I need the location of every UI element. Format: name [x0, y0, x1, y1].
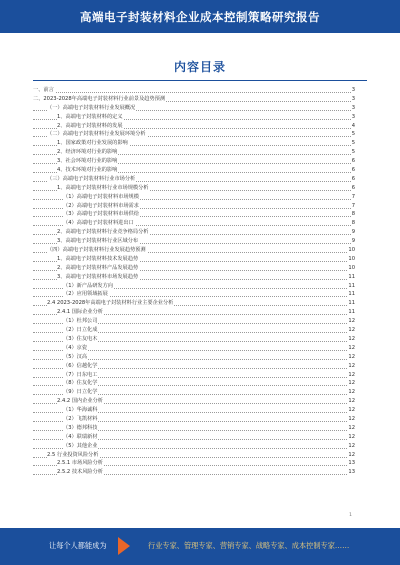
toc-entry-page: 6	[351, 167, 355, 174]
toc-entry-title: 1、国家政策对行业发展的影响	[57, 140, 128, 147]
toc-entry-page: 7	[351, 193, 355, 200]
toc-entry-title: （5）其他企业	[63, 442, 98, 449]
divider	[33, 80, 367, 81]
toc-entry-page: 10	[348, 247, 355, 254]
footer-slogan: 让每个人都能成为	[49, 541, 107, 550]
toc-entry[interactable]	[33, 122, 355, 131]
toc-entry-page: 12	[348, 433, 355, 440]
toc-entry[interactable]	[33, 228, 355, 237]
toc-entry-page: 6	[351, 184, 355, 191]
toc-entry[interactable]	[33, 326, 355, 335]
toc-entry-page: 3	[351, 113, 355, 120]
toc-entry-page: 6	[351, 158, 355, 165]
header-bar	[0, 0, 400, 33]
toc-entry-page: 12	[348, 353, 355, 360]
toc-entry-page: 11	[348, 282, 355, 289]
toc-entry-title: （四）高端电子封装材料行业发展趋势预测	[47, 247, 146, 254]
toc-entry-page: 11	[348, 273, 355, 280]
toc-entry-page: 12	[348, 380, 355, 387]
toc-entry-page: 12	[348, 362, 355, 369]
toc-entry-title: （2）高端电子封装材料市场需求	[63, 202, 139, 209]
toc-entry[interactable]	[33, 175, 355, 184]
toc-entry-title: 2、经济环境对行业的影响	[57, 149, 118, 156]
toc-entry-page: 5	[351, 131, 355, 138]
toc-entry-page: 4	[351, 122, 355, 129]
toc-entry-title: （1）杜邦公司	[63, 318, 98, 325]
toc-entry-page: 8	[351, 211, 355, 218]
toc-entry-title: （三）高端电子封装材料行业市场分析	[47, 175, 136, 182]
toc-entry[interactable]	[33, 246, 355, 255]
toc-heading: 内容目录	[173, 60, 226, 74]
toc-entry-title: 3、高端电子封装材料行业区域分布	[57, 238, 139, 245]
toc-entry-page: 12	[348, 344, 355, 351]
toc-entry[interactable]	[33, 451, 355, 460]
toc-entry[interactable]	[33, 95, 355, 104]
toc-entry-title: 1、高端电子封装材料行业市场规模分析	[57, 184, 149, 191]
toc-entry[interactable]	[33, 290, 355, 299]
toc-entry[interactable]	[33, 157, 355, 166]
toc-entry-title: 2、高端电子封装材料行业竞争格局分析	[57, 229, 149, 236]
toc-entry[interactable]	[33, 113, 355, 122]
toc-entry[interactable]	[33, 104, 355, 113]
toc-entry-title: （8）住友化学	[63, 380, 98, 387]
toc-entry-page: 5	[351, 140, 355, 147]
toc-entry-page: 10	[348, 264, 355, 271]
toc-entry[interactable]	[33, 344, 355, 353]
toc-entry[interactable]	[33, 237, 355, 246]
toc-entry-title: （4）高端电子封装材料进出口	[63, 220, 134, 227]
toc-entry-title: 2.4.1 国际企业分析	[57, 309, 103, 316]
toc-entry-page: 5	[351, 149, 355, 156]
toc-entry-page: 11	[348, 309, 355, 316]
toc-entry-title: （1）高端电子封装材料市场规模	[63, 193, 139, 200]
toc-entry-page: 13	[348, 469, 355, 476]
toc-entry-page: 12	[348, 407, 355, 414]
toc-entry-title: （4）联瑞新材	[63, 433, 98, 440]
toc-entry[interactable]	[33, 139, 355, 148]
toc-entry[interactable]	[33, 415, 355, 424]
toc-entry[interactable]	[33, 459, 355, 468]
toc-entry-page: 13	[348, 460, 355, 467]
toc-entry-title: （一）高端电子封装材料行业发展概况	[47, 104, 136, 111]
toc-entry-page: 7	[351, 202, 355, 209]
toc-entry-page: 12	[348, 415, 355, 422]
toc-entry-title: 3、社会环境对行业的影响	[57, 158, 118, 165]
toc-entry-page: 12	[348, 424, 355, 431]
toc-entry-title: 2.5 行业投资风险分析	[47, 451, 99, 458]
toc-entry-title: （3）住友电木	[63, 335, 98, 342]
toc-entry[interactable]	[33, 379, 355, 388]
toc-entry[interactable]	[33, 202, 355, 211]
toc-entry-page: 10	[348, 255, 355, 262]
table-of-contents	[33, 86, 355, 477]
toc-entry[interactable]	[33, 335, 355, 344]
toc-entry-page: 11	[348, 300, 355, 307]
toc-entry-page: 11	[348, 291, 355, 298]
toc-entry-title: 2.5.2 技术风险分析	[57, 469, 103, 476]
toc-entry-title: （5）汉高	[63, 353, 88, 360]
toc-entry-title: （6）信越化学	[63, 362, 98, 369]
toc-entry[interactable]	[33, 210, 355, 219]
toc-entry[interactable]	[33, 353, 355, 362]
footer-bar	[0, 528, 400, 565]
toc-entry-page: 12	[348, 398, 355, 405]
toc-entry[interactable]	[33, 388, 355, 397]
toc-entry[interactable]	[33, 468, 355, 477]
toc-entry-page: 12	[348, 327, 355, 334]
toc-entry[interactable]	[33, 166, 355, 175]
toc-entry-title: （9）日立化学	[63, 389, 98, 396]
toc-entry[interactable]	[33, 362, 355, 371]
page-marker: 1	[349, 513, 352, 518]
toc-entry-page: 3	[351, 95, 355, 102]
toc-entry-page: 9	[351, 229, 355, 236]
toc-entry[interactable]	[33, 184, 355, 193]
toc-entry[interactable]	[33, 308, 355, 317]
toc-entry[interactable]	[33, 148, 355, 157]
toc-entry-title: （2）日立化成	[63, 327, 98, 334]
toc-entry[interactable]	[33, 442, 355, 451]
toc-entry-page: 3	[351, 87, 355, 93]
toc-entry-title: 4、技术环境对行业的影响	[57, 167, 118, 174]
toc-entry-title: 一、前言	[33, 87, 54, 93]
toc-entry[interactable]	[33, 255, 355, 264]
toc-entry-title: （二）高端电子封装材料行业发展环境分析	[47, 131, 146, 138]
toc-entry-page: 12	[348, 442, 355, 449]
toc-entry-title: （2）飞凯材料	[63, 415, 98, 422]
toc-entry-title: 1、高端电子封装材料技术发展趋势	[57, 255, 139, 262]
toc-entry-page: 6	[351, 175, 355, 182]
toc-entry[interactable]	[33, 273, 355, 282]
toc-entry-title: （3）高端电子封装材料市场供给	[63, 211, 139, 218]
toc-entry-title: 2、高端电子封装材料的发展	[57, 122, 123, 129]
toc-entry[interactable]	[33, 397, 355, 406]
dot-leader	[33, 92, 351, 93]
toc-entry-page: 12	[348, 318, 355, 325]
toc-entry-page: 8	[351, 220, 355, 227]
toc-entry-page: 3	[351, 104, 355, 111]
toc-entry-page: 12	[348, 335, 355, 342]
toc-entry-title: （4）京瓷	[63, 344, 88, 351]
arrow-right-icon	[118, 537, 130, 555]
toc-entry[interactable]	[33, 193, 355, 202]
toc-entry-title: 2.4.2 国内企业分析	[57, 398, 103, 405]
toc-entry[interactable]	[33, 264, 355, 273]
toc-entry-title: （1）新产品研发方向	[63, 282, 113, 289]
toc-entry[interactable]	[33, 282, 355, 291]
toc-entry-page: 12	[348, 371, 355, 378]
toc-entry[interactable]	[33, 317, 355, 326]
toc-entry[interactable]	[33, 371, 355, 380]
toc-entry-page: 12	[348, 451, 355, 458]
toc-entry-title: 3、高端电子封装材料市场发展趋势	[57, 273, 139, 280]
toc-entry-title: 2.4 2023-2028年高端电子封装材料行业主要企业分析	[47, 300, 174, 307]
toc-entry[interactable]	[33, 86, 355, 95]
toc-entry[interactable]	[33, 424, 355, 433]
toc-entry-title: 二、2023-2028年高端电子封装材料行业前景及趋势预测	[33, 95, 166, 102]
toc-entry-title: （7）日东电工	[63, 371, 98, 378]
report-title: 高端电子封装材料企业成本控制策略研究报告	[80, 10, 320, 24]
toc-entry-title: 2.5.1 市场风险分析	[57, 460, 103, 467]
toc-entry[interactable]	[33, 130, 355, 139]
toc-entry-title: 2、高端电子封装材料产品发展趋势	[57, 264, 139, 271]
toc-entry-title: （2）应用领域拓展	[63, 291, 108, 298]
toc-entry-title: （1）华海诚科	[63, 407, 98, 414]
toc-entry[interactable]	[33, 406, 355, 415]
toc-entry[interactable]	[33, 433, 355, 442]
toc-entry-page: 9	[351, 238, 355, 245]
toc-entry-title: （3）德邦科技	[63, 424, 98, 431]
toc-entry[interactable]	[33, 299, 355, 308]
toc-entry[interactable]	[33, 219, 355, 228]
footer-expert-list: 行业专家、管理专家、营销专家、战略专家、成本控制专家……	[148, 541, 350, 550]
toc-entry-title: 1、高端电子封装材料的定义	[57, 113, 123, 120]
toc-entry-page: 12	[348, 389, 355, 396]
